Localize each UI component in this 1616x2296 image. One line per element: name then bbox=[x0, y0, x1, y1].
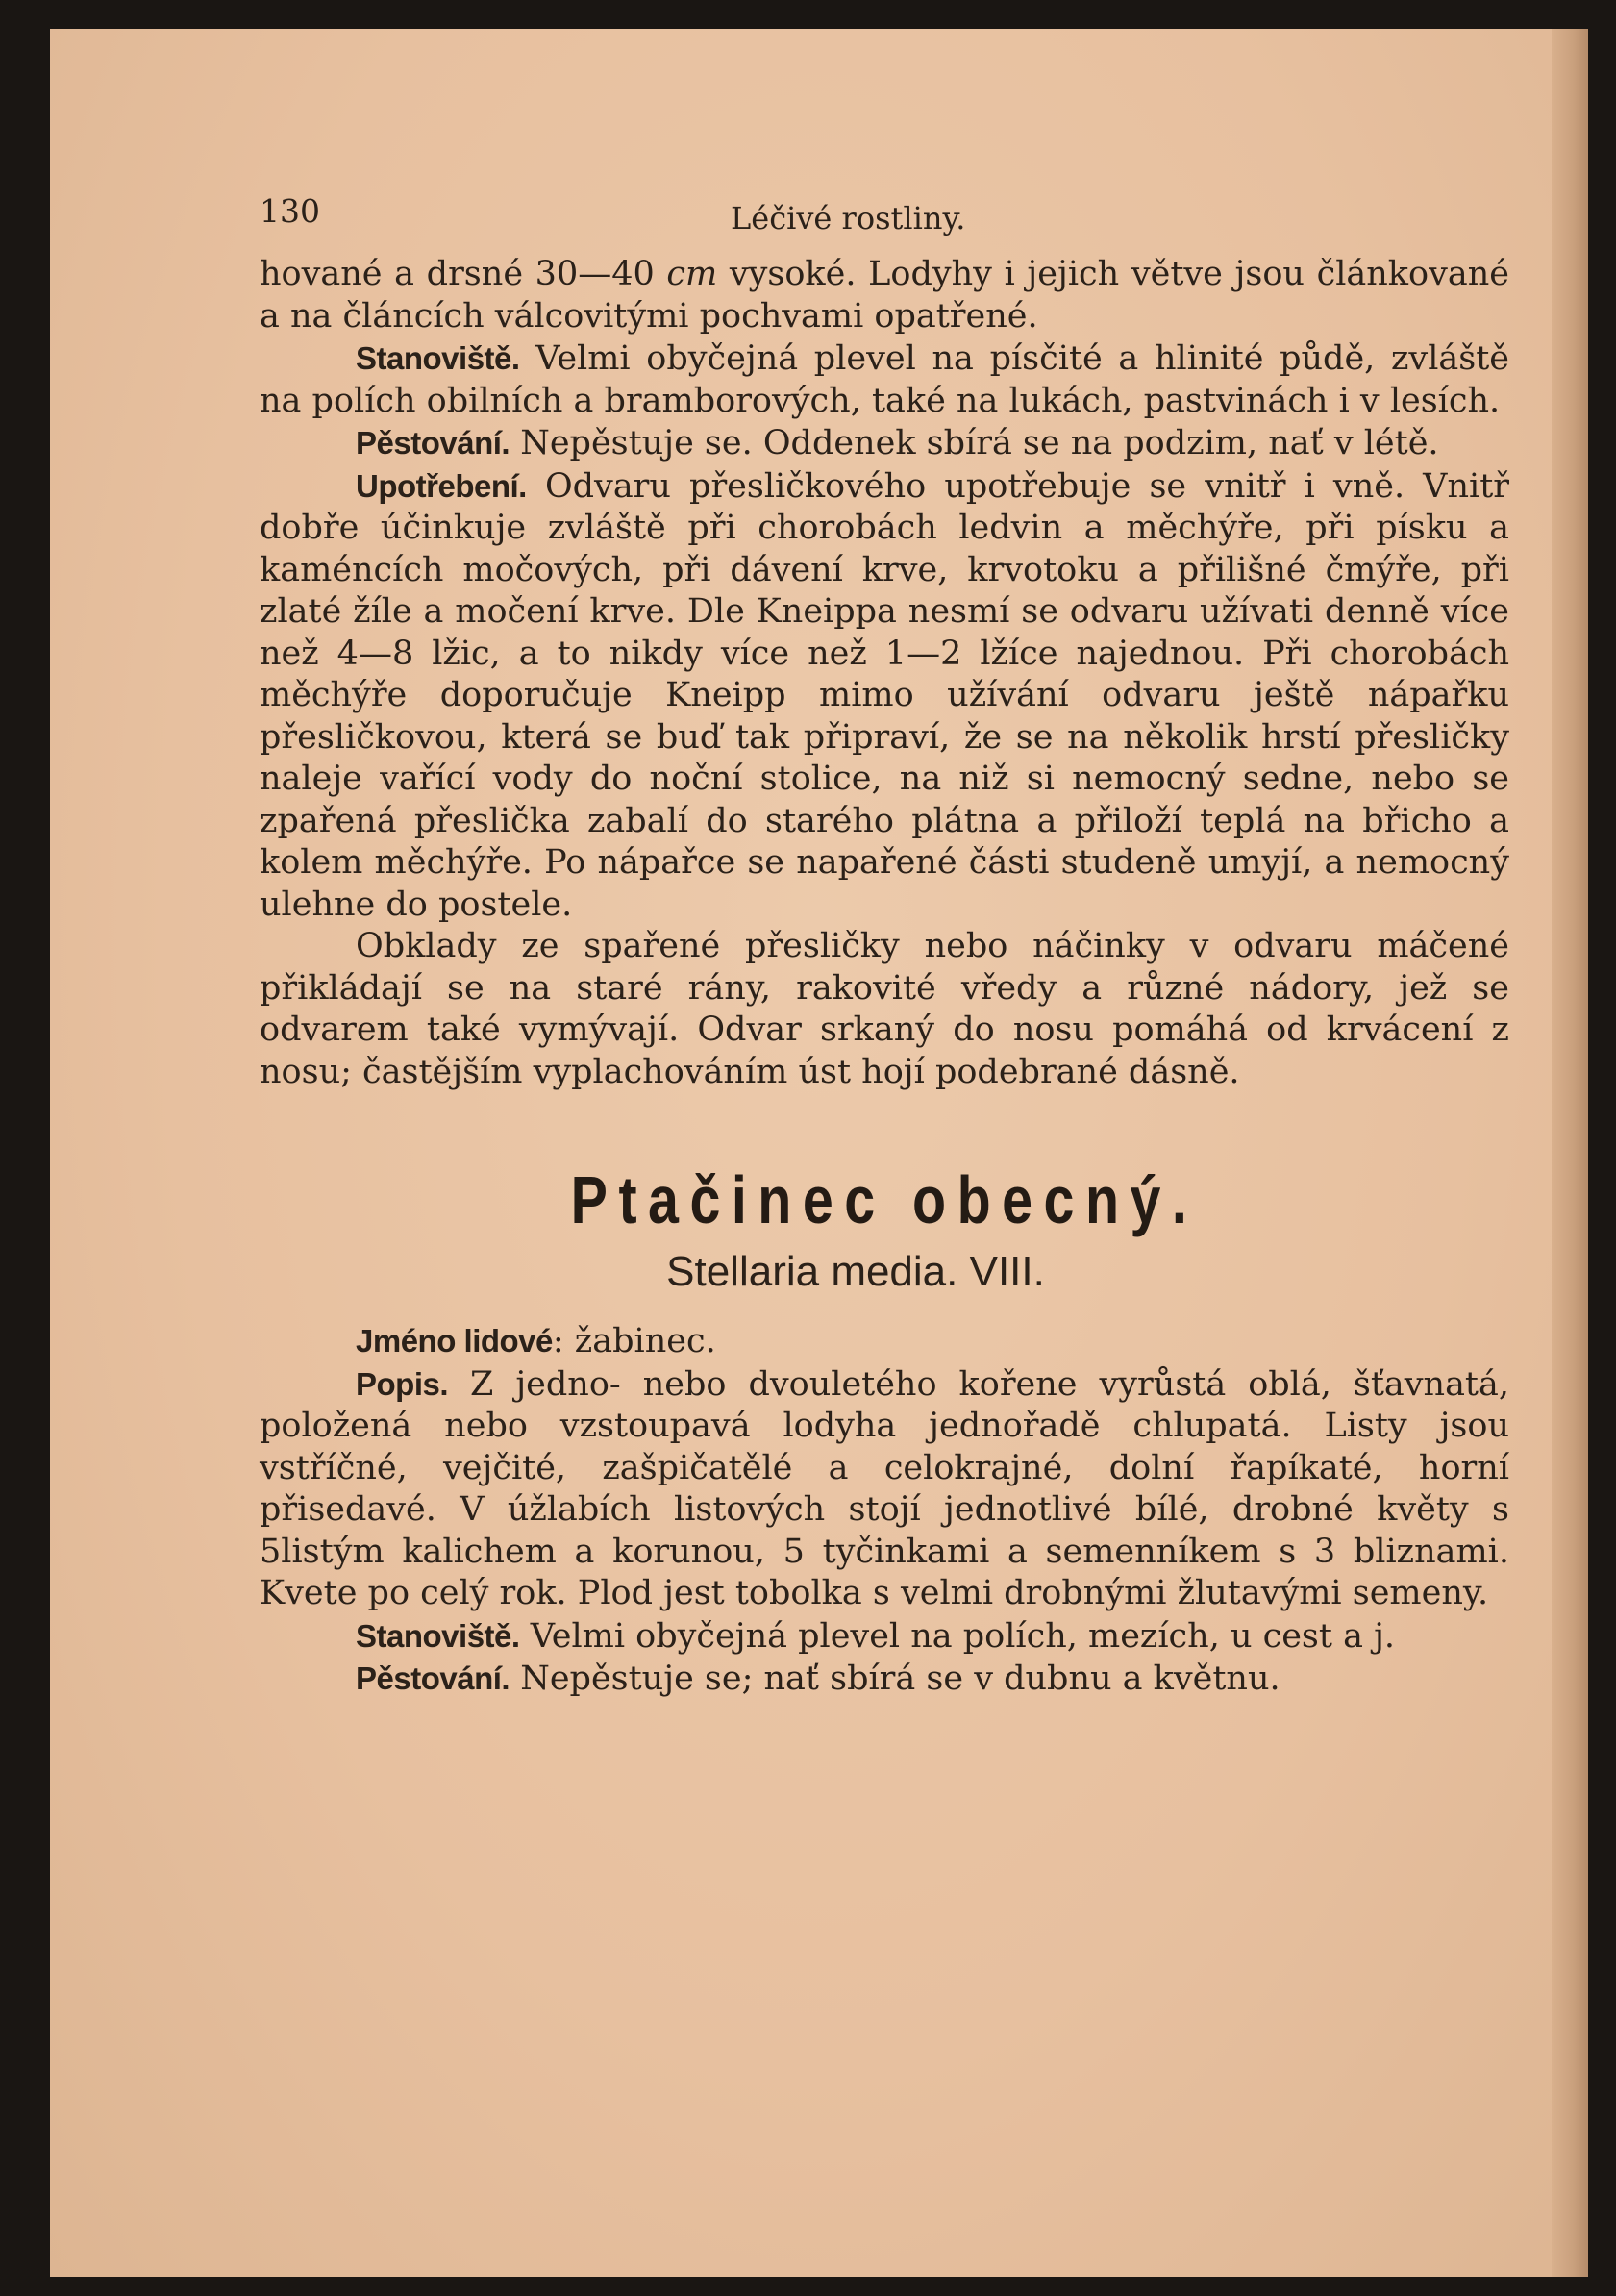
popis-label: Popis. bbox=[356, 1365, 449, 1402]
obklady-paragraph: Obklady ze spařené přesličky nebo náčinky v odvaru máčené přikládají se na staré rány, rakovité vředy a různé nádory, jež se odvarem také vymývají. Odvar srkaný do nosu pomáhá od krvácení z nosu; častějším vyplachováním úst hojí podebrané dásně. bbox=[260, 927, 1509, 1091]
upotrebeni-paragraph bbox=[260, 465, 1509, 927]
pestovani2-paragraph bbox=[260, 1658, 1509, 1701]
page-header bbox=[260, 163, 1509, 237]
description-continuation bbox=[260, 254, 1509, 337]
plant-title: Ptačinec obecný. bbox=[570, 1162, 1199, 1237]
popis-paragraph bbox=[260, 1363, 1509, 1615]
page-content bbox=[260, 163, 1509, 1701]
stanoviste2-text: Velmi obyčejná plevel na polích, mezích, u cest a j. bbox=[519, 1616, 1396, 1656]
jmeno-text: : žabinec. bbox=[552, 1322, 716, 1360]
continuation-text-b: vysoké. Lodyhy i jejich větve jsou článkované a na článcích válcovitými pochvami opatřené. bbox=[260, 255, 1509, 336]
stanoviste-label: Stanoviště. bbox=[356, 340, 520, 376]
upotrebeni-label: Upotřebení. bbox=[356, 467, 527, 504]
popis-text: Z jedno- nebo dvouletého kořene vyrůstá oblá, šťavnatá, položená nebo vzstoupavá lodyha jednořadě chlupatá. Listy jsou vstříčné, vejčité, zašpičatělé a celokrajné, dolní řapíkaté, horní přisedavé. V úžlabích listových stojí jednotlivé bílé, drobné květy s 5listým kalichem a korunou, 5 tyčinkami a semenníkem s 3 bliznami. Kvete po celý rok. Plod jest tobolka s velmi drobnými žlutavými semeny. bbox=[260, 1364, 1509, 1612]
page-number: 130 bbox=[260, 192, 320, 230]
pestovani2-text: Nepěstuje se; nať sbírá se v dubnu a květnu. bbox=[510, 1660, 1280, 1698]
pestovani-paragraph bbox=[260, 422, 1509, 465]
continuation-text-a: hované a drsné 30—40 bbox=[260, 255, 667, 293]
jmeno-paragraph bbox=[260, 1320, 1509, 1363]
book-page bbox=[50, 29, 1588, 2277]
jmeno-label: Jméno lidové bbox=[356, 1323, 553, 1359]
latin-name: Stellaria media. VIII. bbox=[666, 1248, 1045, 1295]
pestovani-text: Nepěstuje se. Oddenek sbírá se na podzim, nať v létě. bbox=[510, 424, 1439, 462]
stanoviste-paragraph bbox=[260, 337, 1509, 422]
unit-cm: cm bbox=[666, 255, 718, 293]
stanoviste2-label: Stanoviště. bbox=[356, 1617, 520, 1654]
pestovani2-label: Pěstování. bbox=[356, 1660, 510, 1696]
stanoviste-text: Velmi obyčejná plevel na písčité a hlinité půdě, zvláště na polích obilních a bramborových, také na lukách, pastvinách i v lesích. bbox=[260, 339, 1509, 420]
stanoviste2-paragraph bbox=[260, 1615, 1509, 1659]
upotrebeni-text: Odvaru přesličkového upotřebuje se vnitř i vně. Vnitř dobře účinkuje zvláště při chorobách ledvin a měchýře, při písku a kaméncích močových, při dávení krve, krvotoku a přilišné čmýře, při zlaté žíle a močení krve. Dle Kneippa nesmí se odvaru užívati denně více než 4—8 lžic, a to nikdy více než 1—2 lžíce najednou. Při chorobách měchýře doporučuje Kneipp mimo užívání odvaru ještě nápařku přesličkovou, která se buď tak připraví, že se na několik hrstí přesličky naleje vařící vody do noční stolice, na niž si nemocný sedne, nebo se zpařená přeslička zabalí do starého plátna a přiloží teplá na břicho a kolem měchýře. Po nápařce se napařené části studeně umyjí, a nemocný ulehne do postele. bbox=[260, 466, 1509, 924]
page-spine bbox=[1552, 29, 1588, 2277]
running-title: Léčivé rostliny. bbox=[731, 200, 966, 237]
pestovani-label: Pěstování. bbox=[356, 425, 510, 461]
